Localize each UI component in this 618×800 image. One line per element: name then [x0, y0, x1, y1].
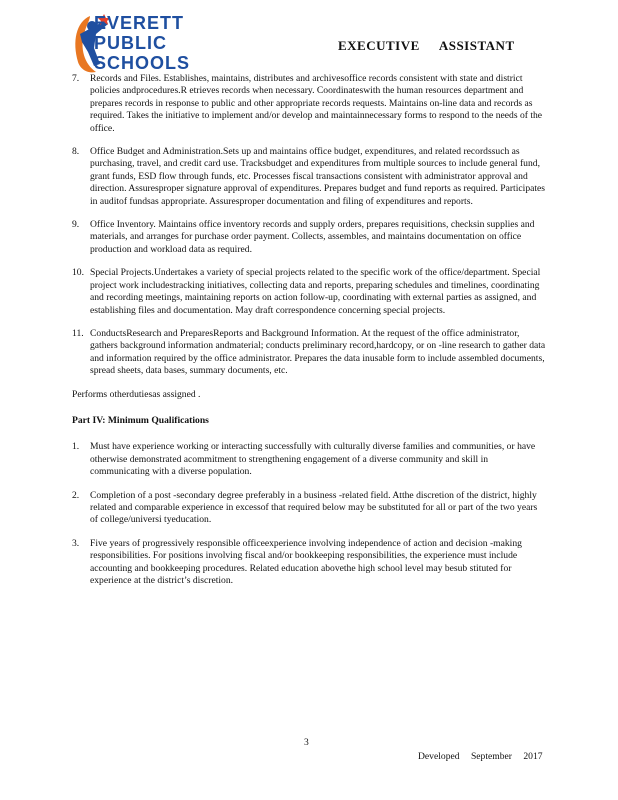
page-number: 3 [304, 737, 309, 748]
duty-item [72, 219, 547, 256]
item-number: 2. [72, 489, 80, 501]
developed-date: Developed September 2017 [418, 751, 543, 762]
item-number: 7. [72, 73, 80, 84]
item-number: 3. [72, 537, 80, 549]
duty-item [72, 73, 547, 135]
qualification-item [72, 441, 547, 478]
item-number: 10. [72, 267, 84, 279]
logo-text-line-2: PUBLIC [94, 33, 167, 53]
item-number: 9. [72, 219, 80, 231]
logo-text-line-1: EVERETT [94, 13, 185, 33]
item-text: Records and Files. Establishes, maintains, distributes and archivesoffice records consistent with state and district policies andprocedures.R etrieves records when necessary. Coordinateswith the human resources department and prepares records in response to public and other appropriate records requests. Maintains on-line data and records as required. Takes the initiative to implement and/or develop and maintainnecessary forms to respond to the needs of the office. [90, 73, 543, 134]
item-text: Special Projects.Undertakes a variety of special projects related to the specific work of the office/department. Special project work includestracking initiatives, collecting data and reports, preparing schedules and timelines, coordinating and recording meetings, maintaining reports on action follow-up, coordinating with external parties as assigned, and establishing files and documentation. May draft correspondence concerning special projects. [90, 267, 541, 316]
item-number: 8. [72, 146, 80, 158]
duty-item [72, 267, 547, 317]
item-number: 1. [72, 441, 80, 453]
duty-item [72, 146, 547, 208]
item-text: Office Budget and Administration.Sets up and maintains office budget, expenditures, and related recordssuch as purchasing, travel, and credit card use. Tracksbudget and expenditures from multiple sources to include general fund, grant funds, ESD flow through funds, etc. Processes fiscal transactions consistent with administrator approval and direction. Assuresproper signature approval of expenditures. Prepares budget and fund reports as required. Participates in auditof fundsas appropriate. Assuresproper documentation and filing of expenditures and reports. [90, 146, 546, 207]
item-text: Must have experience working or interacting successfully with culturally diverse families and communities, or have otherwise demonstrated acommitment to strengthening engagement of a diverse community and skill in communicating with a diverse population. [90, 441, 536, 478]
duties-list [72, 73, 547, 378]
item-text: Five years of progressively responsible officeexperience involving independence of action and decision -making responsibilities. For positions involving fiscal and/or bookkeeping responsibilities, the experience must include accounting and bookkeeping procedures. Related education abovethe high school level may besub stituted for experience at the district’s discretion. [90, 537, 522, 586]
logo-text-line-3: SCHOOLS [94, 53, 191, 73]
qualification-item [72, 490, 547, 527]
item-text: ConductsResearch and PreparesReports and Background Information. At the request of the office administrator, gathers background information andmaterial; conducts preliminary record,hardcopy, or on -line research to gather data and information required by the office administrator. Prepares the data inusable form to include assembled documents, spread sheets, data bases, summary documents, etc. [90, 327, 546, 377]
section-heading: Part IV: Minimum Qualifications [72, 414, 209, 426]
duty-item [72, 328, 547, 378]
document-title: EXECUTIVE ASSISTANT [338, 38, 515, 53]
other-duties-line: Performs otherdutiesas assigned . [72, 388, 201, 400]
qualifications-list [72, 441, 547, 587]
item-text: Office Inventory. Maintains office inventory records and supply orders, prepares requisitions, checksin supplies and materials, and arranges for purchase order payment. Collects, assembles, and maintains documentation on office production and workload data as required. [90, 219, 535, 255]
qualification-item [72, 538, 547, 588]
document-body [72, 73, 547, 598]
item-text: Completion of a post -secondary degree preferably in a business -related field. Atthe discretion of the district, highly related and comparable experience in excessof that required below may be substituted for all or part of the two years of college/universi tyeducation. [90, 489, 538, 526]
item-number: 11. [72, 327, 84, 339]
district-logo [70, 10, 240, 78]
